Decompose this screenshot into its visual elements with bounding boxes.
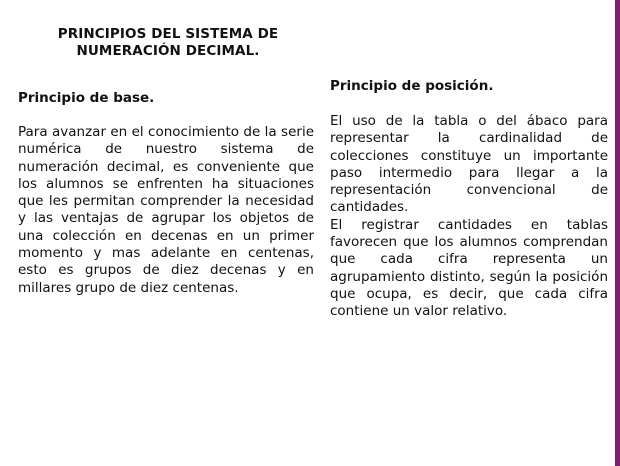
principle-of-position-heading: Principio de posición. (330, 78, 494, 94)
accent-bar (615, 0, 620, 466)
principle-of-base-paragraph: Para avanzar en el conocimiento de la serie numérica de nuestro sistema de numeración decimal, es conveniente que los alumnos se enfrenten ha situaciones que les permitan comprender la necesidad y las ventajas de agrupar los objetos de una colección en decenas en un primer momento y mas adelante en centenas, esto es grupos de diez decenas y en millares grupo de diez centenas. (18, 124, 314, 296)
principle-of-position-paragraph-1: El uso de la tabla o del ábaco para representar la cardinalidad de colecciones constituye un importante paso intermedio para llegar a la representación convencional de cantidades. (330, 113, 608, 216)
page-title: PRINCIPIOS DEL SISTEMA DE NUMERACIÓN DECIMAL. (57, 26, 279, 59)
principle-of-position-paragraph-2: El registrar cantidades en tablas favorecen que los alumnos comprendan que cada cifra representa un agrupamiento distinto, según la posición que ocupa, es decir, que cada cifra contiene un valor relativo. (330, 216, 608, 320)
right-column (330, 78, 608, 321)
principle-of-base-heading: Principio de base. (18, 90, 155, 106)
left-column (18, 90, 314, 297)
